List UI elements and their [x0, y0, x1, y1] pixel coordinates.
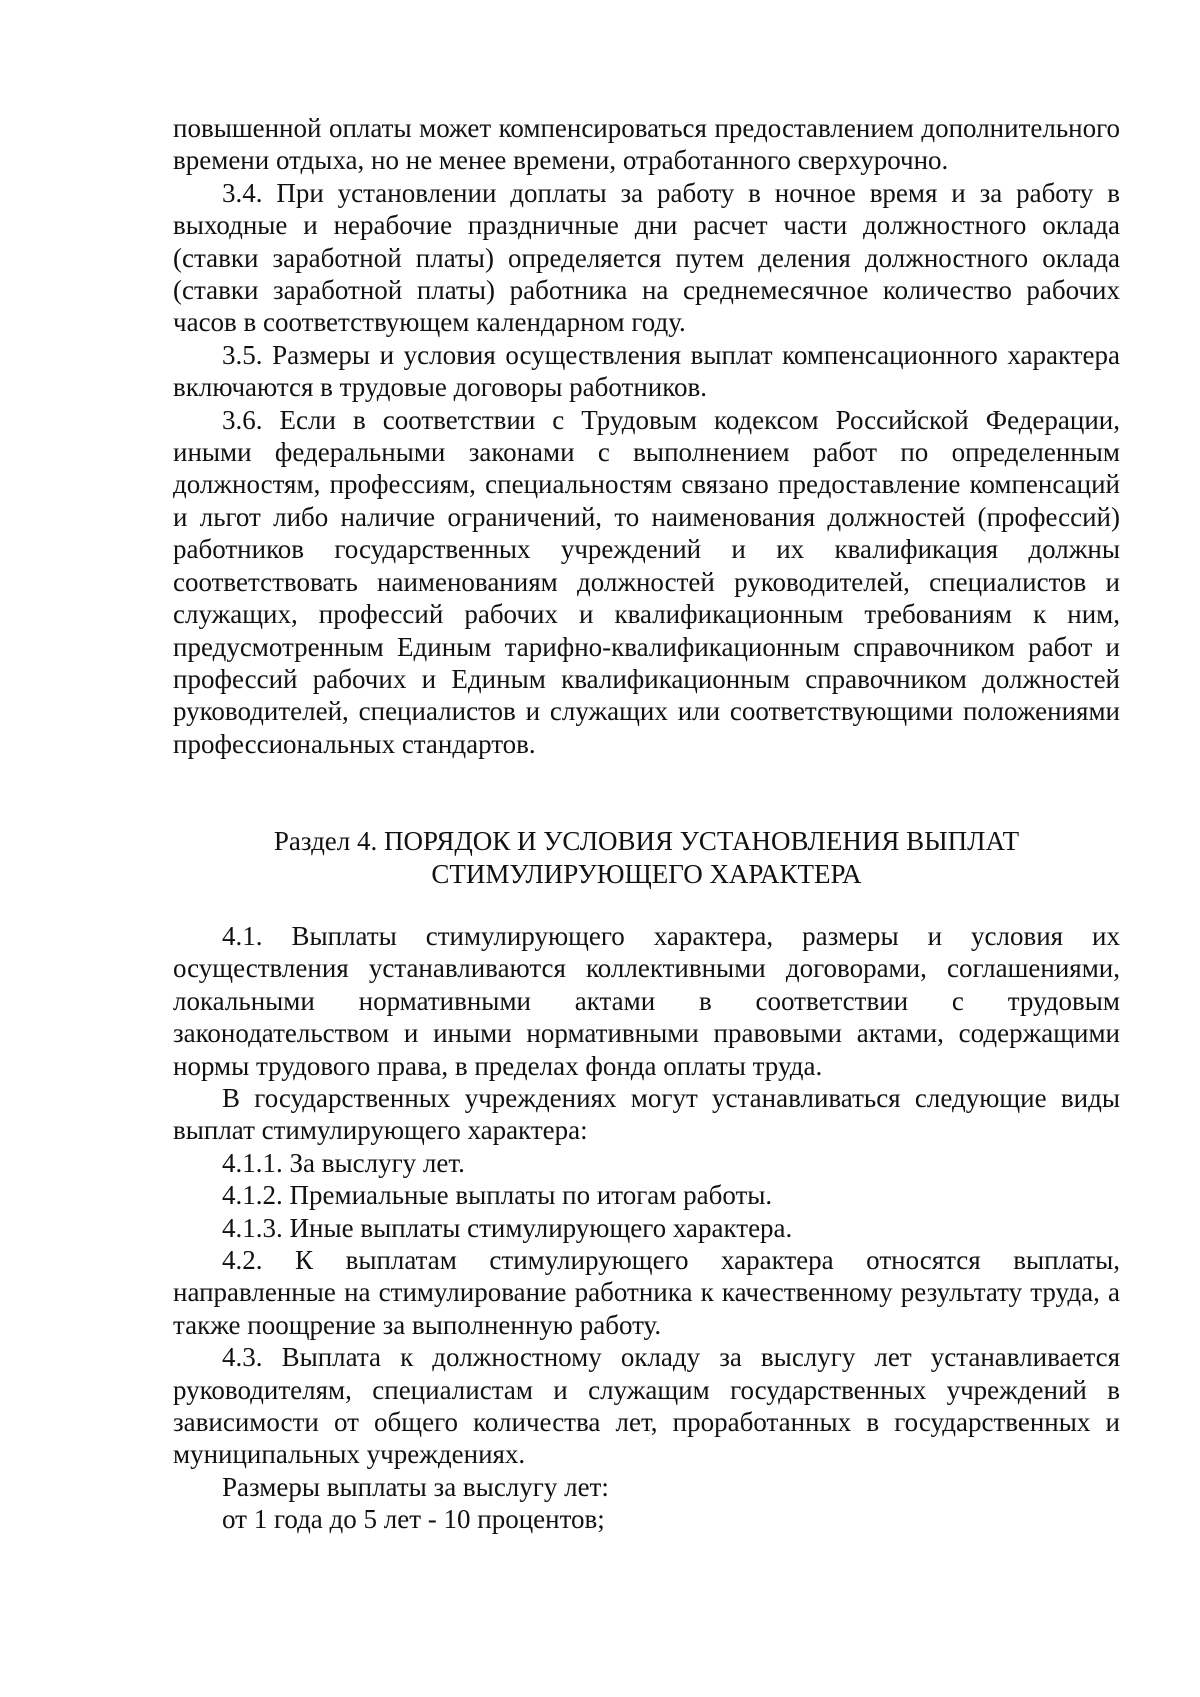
paragraph-4-1-3: 4.1.3. Иные выплаты стимулирующего характера. — [222, 1212, 793, 1243]
paragraph-3-4: 3.4. При установлении доплаты за работу в ночное время и за работу в выходные и нерабочие праздничные дни расчет части должностного оклада (ставки заработной платы) определяется путем деления должностного оклада (ставки заработной платы) работника на среднемесячное количество рабочих часов в соответствующем календарном году. — [173, 177, 1120, 338]
spacer — [173, 890, 1120, 920]
paragraph-4-1-1: 4.1.1. За выслугу лет. — [222, 1147, 465, 1178]
paragraph-4-3: 4.3. Выплата к должностному окладу за выслугу лет устанавливается руководителям, специалистам и служащим государственных учреждений в зависимости от общего количества лет, проработанных в государственных и муниципальных учреждениях. — [173, 1342, 1120, 1470]
section-heading-line-2: СТИМУЛИРУЮЩЕГО ХАРАКТЕРА — [431, 858, 862, 889]
paragraph-3-6: 3.6. Если в соответствии с Трудовым кодексом Российской Федерации, иными федеральными законами с выполнением работ по определенным должностям, профессиям, специальностям связано предоставление компенсаций и льгот либо наличие ограничений, то наименования должностей (профессий) работников государственных учреждений и их квалификация должны соответствовать наименованиям должностей руководителей, специалистов и служащих, профессий рабочих и квалификационным требованиям к ним, предусмотренным Единым тарифно-квалификационным справочником работ и профессий рабочих и Единым квалификационным справочником должностей руководителей, специалистов и служащих или соответствующими положениями профессиональных стандартов. — [173, 404, 1120, 759]
spacer — [173, 760, 1120, 825]
paragraph-4-2: 4.2. К выплатам стимулирующего характера относятся выплаты, направленные на стимулирование работника к качественному результату труда, а также поощрение за выполненную работу. — [173, 1245, 1120, 1340]
paragraph-kinds-of-payments: В государственных учреждениях могут устанавливаться следующие виды выплат стимулирующего характера: — [173, 1082, 1120, 1146]
paragraph-3-5: 3.5. Размеры и условия осуществления выплат компенсационного характера включаются в трудовые договоры работников. — [173, 339, 1120, 403]
section-heading — [173, 825, 1120, 890]
paragraph-range-1: от 1 года до 5 лет - 10 процентов; — [222, 1504, 605, 1535]
document-page — [173, 112, 1120, 1536]
section-heading-line-1: Раздел 4. ПОРЯДОК И УСЛОВИЯ УСТАНОВЛЕНИЯ ВЫПЛАТ — [273, 826, 1020, 857]
paragraph-seniority-sizes: Размеры выплаты за выслугу лет: — [222, 1471, 609, 1502]
paragraph-4-1-2: 4.1.2. Премиальные выплаты по итогам работы. — [222, 1180, 773, 1211]
paragraph-continuation: повышенной оплаты может компенсироваться предоставлением дополнительного времени отдыха, но не менее времени, отработанного сверхурочно. — [173, 113, 1120, 176]
paragraph-4-1: 4.1. Выплаты стимулирующего характера, размеры и условия их осуществления устанавливаются коллективными договорами, соглашениями, локальными нормативными актами в соответствии с трудовым законодательством и иными нормативными правовыми актами, содержащими нормы трудового права, в пределах фонда оплаты труда. — [173, 920, 1120, 1081]
